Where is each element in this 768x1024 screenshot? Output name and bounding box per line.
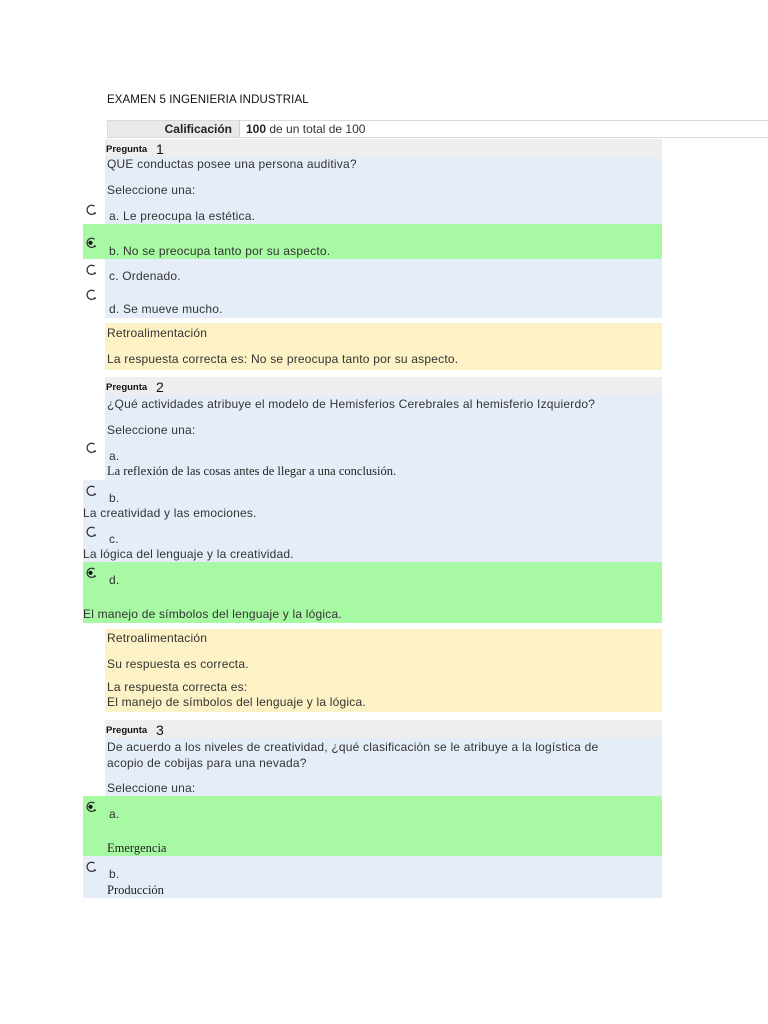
radio-q2-d[interactable] bbox=[84, 566, 98, 580]
radio-q2-a[interactable] bbox=[84, 441, 98, 455]
question-2-text: ¿Qué actividades atribuye el modelo de Hemisferios Cerebrales al hemisferio Izquierdo? bbox=[107, 397, 596, 411]
question-label: Pregunta bbox=[106, 382, 148, 393]
option-q3-b[interactable]: Producción bbox=[107, 883, 164, 897]
option-q1-d[interactable]: d. Se mueve mucho. bbox=[109, 302, 223, 316]
question-2-prompt: Seleccione una: bbox=[107, 423, 196, 437]
feedback-2-correct-text: El manejo de símbolos del lenguaje y la lógica. bbox=[107, 695, 366, 709]
feedback-1-correct: La respuesta correcta es: No se preocupa tanto por su aspecto. bbox=[107, 352, 459, 366]
radio-q1-b[interactable] bbox=[84, 236, 98, 250]
question-label: Pregunta bbox=[106, 725, 148, 736]
question-1-prompt: Seleccione una: bbox=[107, 183, 196, 197]
grade-label: Calificación bbox=[108, 121, 240, 137]
question-3-prompt: Seleccione una: bbox=[107, 781, 196, 795]
grade-row bbox=[107, 120, 768, 138]
radio-q1-d[interactable] bbox=[84, 288, 98, 302]
feedback-2-result: Su respuesta es correcta. bbox=[107, 657, 249, 671]
question-2-header bbox=[105, 377, 662, 395]
radio-q1-a[interactable] bbox=[84, 203, 98, 217]
option-q3-a[interactable]: Emergencia bbox=[107, 841, 167, 855]
question-number: 2 bbox=[156, 379, 164, 395]
question-label: Pregunta bbox=[106, 144, 148, 155]
option-q2-d[interactable]: El manejo de símbolos del lenguaje y la lógica. bbox=[83, 607, 342, 621]
question-number: 1 bbox=[156, 141, 164, 157]
question-3-text-line1: De acuerdo a los niveles de creatividad, ¿qué clasificación se le atribuye a la logística de bbox=[107, 740, 599, 754]
grade-suffix: de un total de 100 bbox=[269, 122, 366, 136]
radio-q2-b[interactable] bbox=[84, 484, 98, 498]
option-q1-c[interactable]: c. Ordenado. bbox=[109, 269, 181, 283]
radio-q3-a[interactable] bbox=[84, 800, 98, 814]
question-3-text-line2: acopio de cobijas para una nevada? bbox=[107, 756, 307, 770]
radio-q1-c[interactable] bbox=[84, 263, 98, 277]
option-q3-a-letter: a. bbox=[109, 807, 120, 821]
feedback-2-title: Retroalimentación bbox=[107, 631, 208, 645]
option-q2-b[interactable]: La creatividad y las emociones. bbox=[83, 506, 257, 520]
selected-option-row bbox=[83, 796, 662, 856]
option-q2-a-letter: a. bbox=[109, 449, 120, 463]
option-q1-a[interactable]: a. Le preocupa la estética. bbox=[109, 209, 256, 223]
feedback-2-correct-label: La respuesta correcta es: bbox=[107, 680, 248, 694]
option-q2-a[interactable]: La reflexión de las cosas antes de llegar a una conclusión. bbox=[107, 464, 397, 478]
question-3-header bbox=[105, 720, 662, 738]
option-q1-b[interactable]: b. No se preocupa tanto por su aspecto. bbox=[109, 244, 331, 258]
radio-q2-c[interactable] bbox=[84, 525, 98, 539]
option-q2-c[interactable]: La lógica del lenguaje y la creatividad. bbox=[83, 547, 294, 561]
option-q2-c-letter: c. bbox=[109, 532, 119, 546]
option-q2-b-letter: b. bbox=[109, 491, 120, 505]
question-1-text: QUE conductas posee una persona auditiva? bbox=[107, 157, 357, 171]
feedback-1-title: Retroalimentación bbox=[107, 326, 208, 340]
grade-value-text bbox=[246, 121, 365, 137]
question-3-options-rest bbox=[83, 856, 662, 898]
question-number: 3 bbox=[156, 722, 164, 738]
grade-score: 100 bbox=[246, 122, 267, 136]
question-1-header bbox=[105, 139, 662, 157]
option-q3-b-letter: b. bbox=[109, 867, 120, 881]
option-q2-d-letter: d. bbox=[109, 573, 120, 587]
radio-q3-b[interactable] bbox=[84, 860, 98, 874]
document-title: EXAMEN 5 INGENIERIA INDUSTRIAL bbox=[107, 94, 309, 106]
